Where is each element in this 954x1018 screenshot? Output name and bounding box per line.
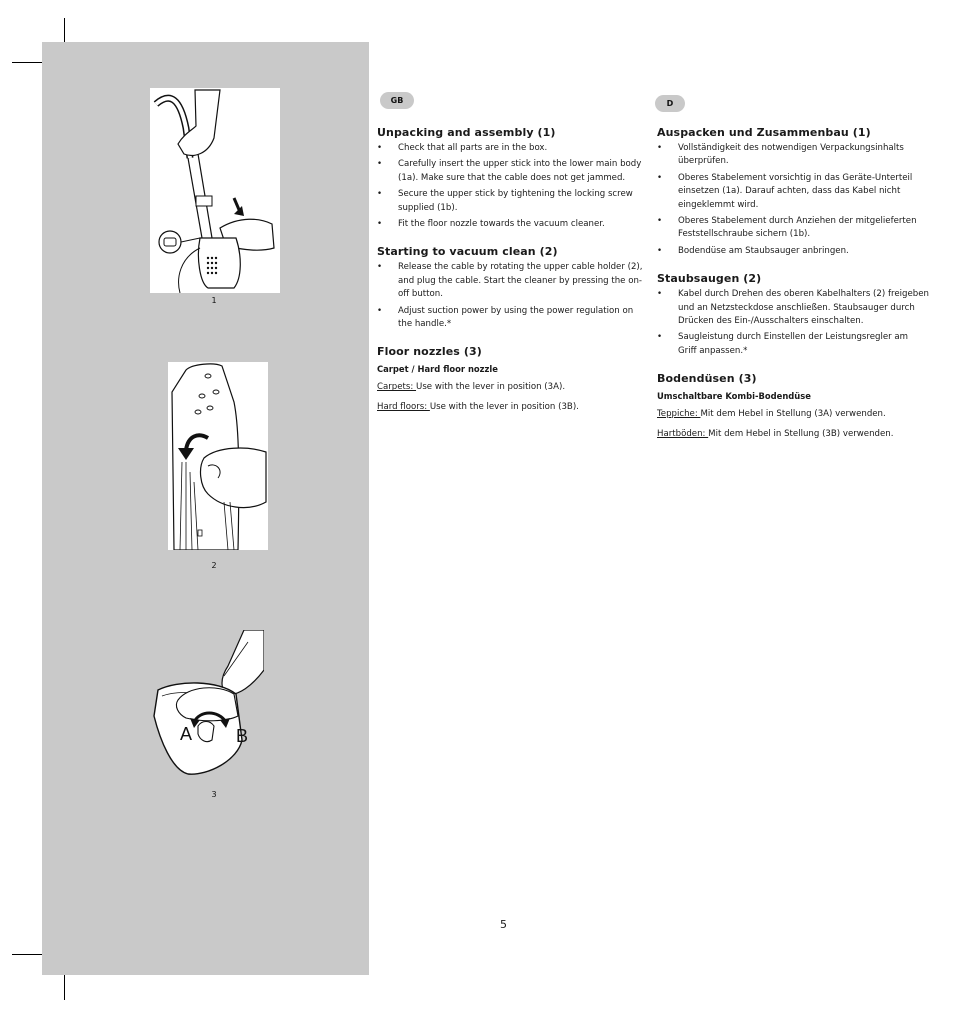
bullet-icon: • xyxy=(377,305,383,316)
language-badge-d: D xyxy=(655,95,685,112)
figure-3-label: 3 xyxy=(211,790,217,799)
page-number: 5 xyxy=(500,918,507,931)
list-item: • Oberes Stabelement durch Anziehen der mitgelieferten Feststellschraube sichern (1b). xyxy=(657,216,917,240)
figure-1-label: 1 xyxy=(211,296,217,305)
section-title: Auspacken und Zusammenbau (1) xyxy=(657,126,871,139)
bullet-icon: • xyxy=(377,262,383,273)
bullet-icon: • xyxy=(377,219,383,230)
figure-2-illustration xyxy=(168,362,268,550)
section-title: Starting to vacuum clean (2) xyxy=(377,245,558,259)
section-title: Unpacking and assembly (1) xyxy=(377,126,556,139)
figure-2-label: 2 xyxy=(211,561,217,570)
bullet-icon: • xyxy=(657,289,663,300)
section-title: Staubsaugen (2) xyxy=(657,272,762,286)
section-staubsaugen xyxy=(657,272,929,358)
bullet-icon: • xyxy=(377,143,383,153)
bullet-icon: • xyxy=(377,159,383,170)
column-english xyxy=(377,126,649,428)
usage-line: Hartböden: Mit dem Hebel in Stellung (3B) verwenden. xyxy=(657,428,894,439)
list-item: • Fit the floor nozzle towards the vacuum cleaner. xyxy=(377,218,649,231)
section-subtitle: Carpet / Hard floor nozzle xyxy=(377,364,498,375)
section-starting xyxy=(377,245,649,331)
bullet-icon: • xyxy=(657,143,663,153)
usage-line: Hard floors: Use with the lever in position (3B). xyxy=(377,401,579,412)
figure-3-letter-a: A xyxy=(180,724,193,744)
usage-line: Teppiche: Mit dem Hebel in Stellung (3A) verwenden. xyxy=(657,409,886,420)
figure-1-illustration xyxy=(150,88,280,293)
bullet-icon: • xyxy=(657,216,663,227)
language-badge-gb: GB xyxy=(380,92,414,109)
bullet-list xyxy=(377,142,649,231)
list-item: • Check that all parts are in the box. xyxy=(377,142,649,155)
bullet-list xyxy=(657,288,929,358)
section-floor-nozzles xyxy=(377,345,649,414)
figure-3-illustration xyxy=(148,630,264,780)
bullet-icon: • xyxy=(657,332,663,343)
list-item: • Release the cable by rotating the upper cable holder (2), and plug the cable. Start the cleaner by pressing the on-off button. xyxy=(377,262,643,300)
bullet-icon: • xyxy=(657,245,663,256)
section-unpacking xyxy=(377,126,649,231)
list-item: • Bodendüse am Staubsauger anbringen. xyxy=(657,245,929,258)
figure-3-letter-b: B xyxy=(236,726,249,746)
list-item: • Vollständigkeit des notwendigen Verpackungsinhalts überprüfen. xyxy=(657,143,904,167)
column-german xyxy=(657,126,929,455)
section-subtitle: Umschaltbare Kombi-Bodendüse xyxy=(657,391,811,402)
list-item: • Oberes Stabelement vorsichtig in das Geräte-Unterteil einsetzen (1a). Darauf achten, dass das Kabel nicht eingeklemmt wird. xyxy=(657,172,913,210)
section-auspacken xyxy=(657,126,929,258)
section-title: Bodendüsen (3) xyxy=(657,372,757,386)
bullet-icon: • xyxy=(377,189,383,200)
section-title: Floor nozzles (3) xyxy=(377,345,482,359)
usage-line: Carpets: Use with the lever in position (3A). xyxy=(377,382,566,393)
bullet-icon: • xyxy=(657,172,663,183)
list-item: • Kabel durch Drehen des oberen Kabelhalters (2) freigeben und an Netzsteckdose anschließen. Staubsauger durch Drücken des Ein-/Ausschalters einschalten. xyxy=(657,289,929,327)
section-bodenduesen xyxy=(657,372,929,441)
bullet-list xyxy=(657,142,929,258)
list-item: • Adjust suction power by using the power regulation on the handle.* xyxy=(377,305,634,330)
bullet-list xyxy=(377,261,649,331)
list-item: • Secure the upper stick by tightening the locking screw supplied (1b). xyxy=(377,189,633,213)
list-item: • Carefully insert the upper stick into the lower main body (1a). Make sure that the cable does not get jammed. xyxy=(377,159,642,183)
list-item: • Saugleistung durch Einstellen der Leistungsregler am Griff anpassen.* xyxy=(657,332,909,356)
